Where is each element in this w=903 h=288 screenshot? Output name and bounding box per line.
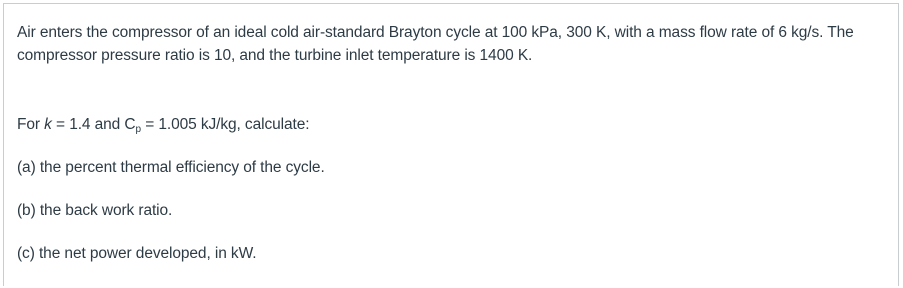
- given-values: [17, 113, 887, 136]
- cp-subscript: p: [135, 124, 141, 135]
- question-content: [17, 21, 887, 265]
- k-symbol: k: [44, 116, 52, 133]
- question-a: (a) the percent thermal efficiency of the cycle.: [17, 159, 325, 176]
- question-b: (b) the back work ratio.: [17, 202, 173, 219]
- given-prefix: For: [17, 116, 45, 133]
- k-value: = 1.4 and: [51, 116, 125, 133]
- question-panel: [3, 3, 899, 286]
- problem-statement: Air enters the compressor of an ideal cold air-standard Brayton cycle at 100 kPa, 300 K, with a mass flow rate of 6 kg/s. The compressor pressure ratio is 10, and the turbine inlet temperature is 1400 K.: [17, 24, 854, 64]
- cp-value: = 1.005 kJ/kg, calculate:: [140, 116, 310, 133]
- cp-symbol: C: [124, 116, 136, 133]
- question-c: (c) the net power developed, in kW.: [17, 245, 257, 262]
